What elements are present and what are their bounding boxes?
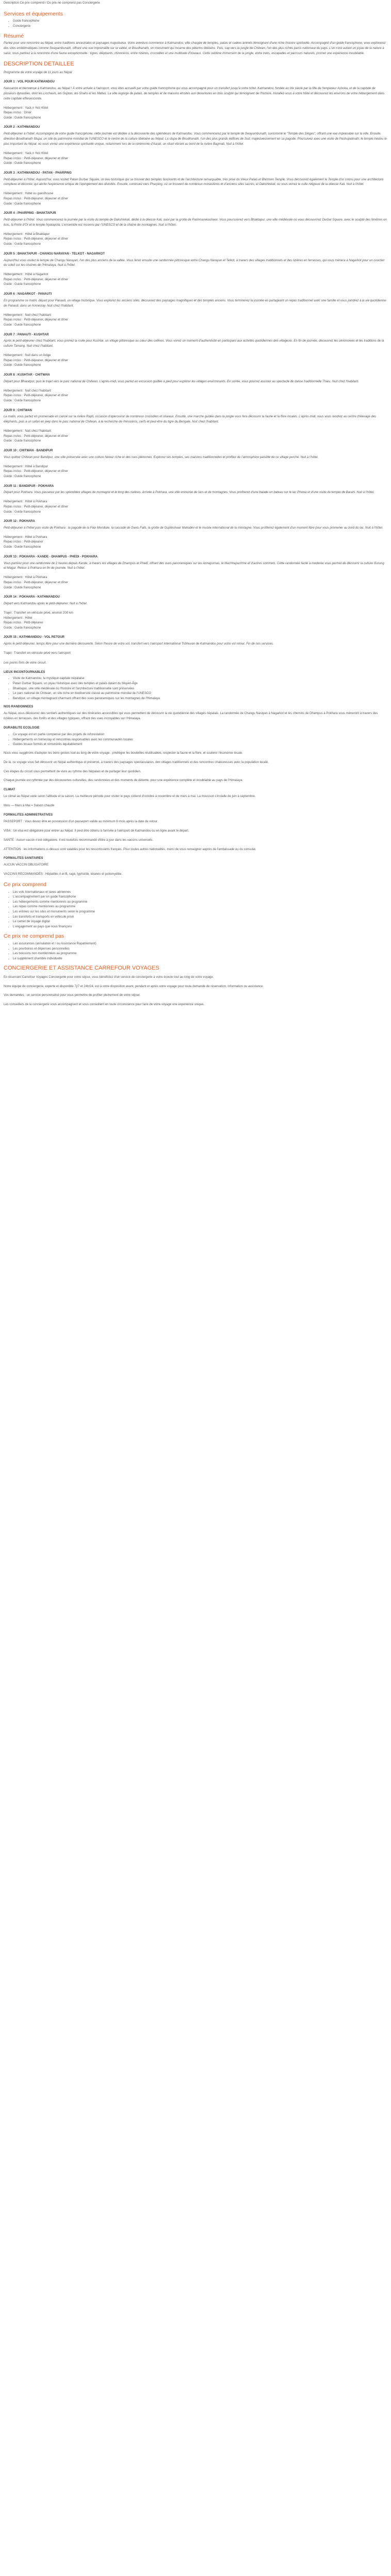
- day-text: Vous partirez pour une randonnée de 2 heures depuis Kande, à travers les villages de Dhampus et Phedi, offrant des vues panoramiques sur les Annapurnas, le Machhapuchhre et d'autres sommets. Cette randonnée facile à modérée vous permet de découvrir la culture Gurung et Magar. Retour à Pokhara en fin de journée. Nuit à l'hôtel.: [4, 562, 384, 570]
- day-text: Petit-déjeuner à l'hôtel puis visite de Pokhara : la pagode de la Paix Mondiale, la cascade de Davis Falls, la grotte de Gupteshwar Mahadev et le musée international de la montagne. Vous profiterez également d'un moment libre pour vous promener au bord du lac. Nuit à l'hôtel.: [4, 527, 383, 530]
- conciergerie-text: Notre équipe de conciergerie, experte et disponible 7j/7 et 24h/24, est à votre disposition avant, pendant et après votre voyage pour toute demande de réservation, information ou assistance.: [4, 985, 264, 988]
- day-block: [4, 635, 387, 656]
- day-title: JOUR 4 : PHARPING - BHAKTAPUR: [4, 212, 56, 215]
- day-meta-line: Guide : Guide francophone: [4, 626, 41, 630]
- durable-title: DURABILITE ECOLOGIE: [4, 726, 40, 730]
- list-item: • Les vols internationaux et taxes aériennes: [13, 890, 387, 895]
- day-meta-line: Repas inclus : Petit-déjeuner, déjeuner et dîner: [4, 505, 69, 509]
- day-meta-line: Repas inclus : Petit-déjeuner, déjeuner et dîner: [4, 318, 69, 322]
- day-meta-line: Repas inclus : Petit-déjeuner: [4, 621, 43, 625]
- day-meta-line: Repas inclus : Petit-déjeuner, déjeuner et dîner: [4, 470, 69, 473]
- day-text: Départ pour Pokhara. Vous passerez par les splendides villages de montagne et le long des rivières. Arrivée à Pokhara, une ville entourée de lacs et de montagnes. Vous profiterez d'une balade en bateau sur le lac Phewa et d'une visite du temple de Barahi. Nuit à l'hôtel.: [4, 491, 374, 495]
- day-block: [4, 125, 387, 166]
- day-block: [4, 373, 387, 404]
- day-meta-line: Guide : Guide francophone: [4, 474, 41, 478]
- formalites-item: ATTENTION : les informations ci-dessus sont valables pour les ressortissants français. Pour toutes autres nationalités, merci de vous renseigner auprès de l'ambassade ou du consulat.: [4, 848, 256, 851]
- day-meta-line: Hébergement : Nuit dans un lodge: [4, 354, 51, 358]
- day-text: Le matin, vous partez en promenade en canoë sur la rivière Rapti, occasion d'apercevoir de nombreux crocodiles et oiseaux. Ensuite, une marche guidée dans la jungle vous fera découvrir la faune et la flore locales. L'après-midi, vous vous rendrez au centre d'élevage des éléphants, puis à un safari en jeep dans le parc national de Chitwan, à la recherche de rhinocéros, cerfs et peut-être du tigre du Bengale. Nuit chez l'habitant.: [4, 415, 377, 424]
- day-block: [4, 80, 387, 121]
- resume-text: Partez pour une rencontre au Népal, entre traditions ancestrales et paysages majestueux. Votre aventure commence à Katmandou, ville chargée de temples, palais et cadres animés témoignant d'une riche histoire spirituelle. Accompagné d'un guide francophone, vous explorerez des sites emblématiques comme Swayambunath, offrant une vue imprenable sur la vallée, et Boudhanath, un monument qui incarne des pèlerins tibétains. Puis, cap vers la jungle de Chitwan, l'un des plus riches parcs nationaux du pays. L'un n'est autant un joyau de la nature à saisir, vous partirez à la rencontre d'une faune exceptionnelle : tigres, éléphants, rhinocéros, entre rizières, crocodiles et une multitude d'oiseaux. Cette sublime immersion de la jungle, entre treks, escapades et parcours naturels, promet une expérience inoubliable.: [4, 42, 386, 56]
- day-meta: [4, 429, 387, 444]
- services-list: [4, 19, 387, 29]
- climat-title: CLIMAT: [4, 788, 15, 792]
- sanitaires-text-2: VACCINS RECOMMANDÉS : Hépatites A et B, rage, typhoïde, tétanos et poliomyélite.: [4, 873, 122, 876]
- lieux-list: [4, 676, 387, 701]
- description-title: DESCRIPTION DETAILLEE: [4, 60, 74, 67]
- long-text-3: Chaque journée est rythmée par des découvertes culturelles, des randonnées et des moments de détente, pour une expérience complète et inoubliable au pays de l'Himalaya.: [4, 779, 243, 783]
- day-text: Après le petit-déjeuner chez l'habitant, vous prenez la route pour Kushtar, un village pittoresque au cœur des collines. Vous vivrez un moment d'authenticité en participant aux activités quotidiennes des villageois. En fin de journée, découvrez les cérémonies et les traditions de la culture Tamang. Nuit chez l'habitant.: [4, 340, 384, 348]
- list-item: • Bhaktapur, une ville médiévale où l'histoire et l'architecture traditionnelle sont préservées: [13, 687, 387, 692]
- list-item: • Le carnet de voyage digital: [13, 920, 387, 925]
- day-block: [4, 252, 387, 287]
- day-meta-line: Hébergement : Nuit chez l'habitant: [4, 313, 51, 317]
- day-meta-line: Hébergement : Hôtel à Pokhara: [4, 535, 47, 539]
- day-title: JOUR 7 : PANAUTI - KUSHTAR: [4, 333, 49, 336]
- day-meta-line: Repas inclus : Petit-déjeuner, déjeuner et dîner: [4, 359, 69, 362]
- day-title: JOUR 2 : KATHMANDOU: [4, 126, 40, 129]
- randonnee-text: Au Népal, vous découvrez des sentiers authentiques sur des itinéraires accessibles qui vous permettent de découvrir la vie quotidienne des villages népalais. La randonnée de Changu Narayan à Nagarkot et les chemins de Dhampus à Pokhara vous mèneront à travers des rizières en terrasses, des forêts et des villages typiques, offrant des vues incroyables sur l'Himalaya.: [4, 712, 378, 721]
- day-block: [4, 292, 387, 328]
- day-meta-line: Guide : Guide francophone: [4, 283, 41, 286]
- day-text: Départ vers Katmandou après le petit-déjeuner. Nuit à l'hôtel.: [4, 602, 88, 606]
- day-meta-line: Guide : Guide francophone: [4, 162, 41, 165]
- day-block: [4, 211, 387, 247]
- day-meta: [4, 575, 387, 590]
- prix-comprend-title: Ce prix comprend: [4, 882, 46, 888]
- formalites-title: FORMALITES ADMINISTRATIVES: [4, 813, 53, 817]
- day-meta-line: Hébergement : Nuit chez l'habitant: [4, 389, 51, 393]
- day-meta-line: Hébergement : Hotel ou guesthouse: [4, 192, 54, 196]
- list-item: • Les hébergements comme mentionnés au programme: [13, 900, 387, 905]
- day-meta-line: Guide : Guide francophone: [4, 546, 41, 549]
- list-item: • L'engagement au pays que nous finançons: [13, 925, 387, 930]
- day-block: [4, 171, 387, 207]
- day-block: [4, 409, 387, 444]
- durable-text: Nous vous suggérons d'adopter les bons gestes tout au long de votre voyage : privilégier les bouteilles réutilisables, respecter la faune et la flore, et soutenir l'économie locale.: [4, 751, 243, 755]
- day-meta-line: Repas inclus : Petit-déjeuner, déjeuner et dîner: [4, 394, 69, 398]
- conciergerie-text: En réservant Carrefour Voyages Conciergerie pour votre séjour, vous bénéficiez d'un service de conciergerie à votre écoute tout au long de votre voyage.: [4, 975, 214, 979]
- long-text-1: De là, ce voyage vous fait découvrir un Népal authentique et préservé, à travers des paysages spectaculaires, des villages traditionnels et des rencontres chaleureuses avec la population locale.: [4, 760, 269, 764]
- day-meta-line: Repas inclus : Petit-déjeuner, déjeuner et dîner: [4, 197, 69, 200]
- day-meta-line: Repas inclus : Petit-déjeuner: [4, 540, 43, 544]
- day-title: JOUR 15 : KATHMANDOU - VOL RETOUR: [4, 636, 65, 639]
- day-meta-line: Guide : Guide francophone: [4, 202, 41, 206]
- day-meta: [4, 273, 387, 287]
- day-meta-line: Trajet : Transfert en véhicule privé vers l'aéroport: [4, 652, 71, 655]
- day-title: JOUR 6 : NAGARKOT - PANAUTI: [4, 293, 52, 296]
- list-item: • Les repas comme mentionnés au programme: [13, 905, 387, 910]
- list-item: • Guide francophone: [13, 19, 387, 24]
- list-item: • Ce voyage est en partie compensé par des projets de reforestation: [13, 733, 387, 738]
- conciergerie-title: CONCIERGERIE ET ASSISTANCE CARREFOUR VOYAGES: [4, 965, 159, 972]
- lieux-title: LIEUX INCONTOURNABLES: [4, 670, 45, 674]
- breadcrumb-tabs[interactable]: Description Ce prix comprend / Ce prix ne comprend pas Conciergerie: [4, 2, 100, 5]
- list-item: • Conciergerie: [13, 24, 387, 29]
- day-meta: [4, 389, 387, 404]
- day-meta-line: Guide : Guide francophone: [4, 116, 41, 120]
- day-meta-line: Hébergement : Hôtel: [4, 616, 32, 620]
- day-title: JOUR 5 : BHAKTAPUR - CHANGU NARAYAN - TELKOT - NAGARKOT: [4, 252, 105, 256]
- sanitaires-title: FORMALITES SANITAIRES: [4, 857, 43, 860]
- conciergerie-text: Vos demandes : un service personnalisé pour vous permettre de profiter pleinement de votre séjour.: [4, 994, 141, 997]
- footnote: Les points forts de votre circuit :: [4, 661, 47, 665]
- formalites-item: VISA : Un visa est obligatoire pour entrer au Népal. Il peut être obtenu à l'arrivée à l'aéroport de Katmandou ou en ligne avant le départ.: [4, 829, 189, 833]
- day-title: JOUR 14 : POKHARA - KATHMANDOU: [4, 596, 60, 599]
- day-meta-line: Hébergement : Yack n Yeti Hôtel: [4, 106, 48, 110]
- day-title: JOUR 11 : BANDIPUR - POKHARA: [4, 484, 54, 488]
- day-title: JOUR 10 : CHITWAN - BANDIPUR: [4, 449, 53, 452]
- day-meta-line: Hébergement : Hôtel à Bandipur: [4, 465, 48, 468]
- day-block: [4, 555, 387, 590]
- day-meta: [4, 651, 387, 656]
- formalites-item: SANTÉ : Aucun vaccin n'est obligatoire. Il est toutefois recommandé d'être à jour dans les vaccins universels.: [4, 838, 154, 842]
- day-meta-line: Hébergement : Hôtel à Nagarkot: [4, 273, 48, 277]
- day-meta-line: Guide : Guide francophone: [4, 399, 41, 402]
- day-title: JOUR 8 : KUSHTAR - CHITWAN: [4, 373, 50, 377]
- list-item: • Bandipur, un village montagnard charmant offrant des vues panoramiques sur les montagnes de l'Himalaya: [13, 697, 387, 702]
- day-meta-line: Hébergement : Hôtel à Pokhara: [4, 576, 47, 580]
- day-meta: [4, 106, 387, 121]
- day-meta: [4, 232, 387, 247]
- day-meta: [4, 192, 387, 207]
- day-meta-line: Repas inclus : Petit-déjeuner, déjeuner et dîner: [4, 434, 69, 438]
- day-meta-line: Trajet : Transfert en véhicule privé, environ 200 km: [4, 611, 73, 615]
- day-meta-line: Hébergement : Yack n Yeti Hôtel: [4, 151, 48, 155]
- list-item: • Les transferts et transports en véhicule privé: [13, 915, 387, 920]
- day-text: Petit-déjeuner à l'hôtel. Accompagné de votre guide francophone, cette journée est dédiée à la découverte des splendeurs de Katmandou. Vous commencerez par le temple de Swayambunath, surnommé le "Temple des Singes", offrant une vue imprenable sur la ville. Ensuite, direction Boudhanath Stupa, un site du patrimoine mondial de l'UNESCO et le centre de la culture tibétaine au Népal. La stupa de Boudhanath, l'un des plus grands édifices de Sud, majestueusement en sa pagode. Poursuivez avec une visite de Pashupatinath, le temple hindou le plus important du Népal, où vous vivrez une expérience spirituelle unique, notamment lors de la cérémonie d'Aarati, un rituel vibrant au bord de la rivière Bagmati. Nuit à l'hôtel.: [4, 132, 387, 146]
- day-text: Vous quittez Chitwan pour Bandipur, une ville préservée avec une culture Newar riche et des rues piétonnes. Explorez ses temples, ses maisons traditionnelles et profitez de l'atmosphère paisible de ce village perché. Nuit à l'hôtel.: [4, 455, 319, 459]
- list-item: • Guides locaux formés et rémunérés équitablement: [13, 742, 387, 748]
- day-meta-line: Guide : Guide francophone: [4, 364, 41, 367]
- durable-list: [4, 733, 387, 748]
- day-meta-line: Repas inclus : Petit-déjeuner, déjeuner et dîner: [4, 157, 69, 160]
- day-text: Départ pour Bharatpur, puis le trajet vers le parc national de Chitwan. L'après-midi, vous partez en excursion guidée à pied pour explorer les villages environnants. En soirée, vous pourrez assister au spectacle de danse traditionnelle Tharu. Nuit chez l'habitant.: [4, 380, 360, 383]
- prix-non-comprend-list: [4, 942, 387, 961]
- day-text: En programme ce matin, départ pour Panauti, un village historique. Vous explorez les anciens sites, découvrez des paysages magnifiques et des temples anciens. Vous terminerez la journée en partageant un repas traditionnel avec une famille et vous joindrez à la vie quotidienne de Panauti, dans un homestay. Nuit chez l'habitant.: [4, 299, 386, 308]
- randonnee-title: NOS RANDONNEES: [4, 705, 34, 709]
- day-meta: [4, 465, 387, 480]
- day-text: Après le petit-déjeuner, temps libre pour une dernière découverte. Selon l'heure de votre vol, transfert vers l'aéroport international Tribhuvan de Katmandou pour votre vol retour. Fin de nos services.: [4, 642, 274, 646]
- day-block: [4, 333, 387, 368]
- list-item: • Les pourboires et dépenses personnelles: [13, 947, 387, 952]
- climat-months: Mois — Mars à Mai = Saison chaude: [4, 804, 55, 808]
- day-meta-line: Guide : Guide francophone: [4, 510, 41, 514]
- day-block: [4, 519, 387, 550]
- day-title: JOUR 1 : VOL POUR KATMANDOU: [4, 80, 55, 84]
- day-meta: [4, 535, 387, 550]
- day-block: [4, 449, 387, 480]
- day-text: Naissance et bienvenue à Katmandou, au Népal ! À votre arrivée à l'aéroport, vous êtes accueilli par votre guide francophone qui vous accompagné pour un transfert jusqu'à votre hôtel. Katmandou, fondée au IIIe siècle par la fille de l'empereur Ashoka, et de la capitale de plusieurs dynasties, dont les Licchavis, les Guptas, les Shahs et les Mallas. La ville regorge de palais, de temples et de maisons étroites aux devantures en bois sculpté qui témoignent de l'histoire. Installez-vous à votre hôtel et découvrez les environs de votre hébergement dans cette capitale effervescente.: [4, 87, 385, 100]
- program-intro: Programme de votre voyage de 11 jours au Népal: [4, 71, 72, 75]
- day-block: [4, 595, 387, 631]
- day-meta: [4, 353, 387, 368]
- sanitaires-text: AUCUN VACCIN OBLIGATOIRE: [4, 863, 49, 867]
- list-item: • Hébergements en homestay et rencontres responsables avec les communautés locales: [13, 738, 387, 743]
- day-meta: [4, 611, 387, 631]
- climat-text: Le climat au Népal varie selon l'altitude et la saison. La meilleure période pour visiter le pays s'étend d'octobre à novembre et de mars à mai. La mousson s'installe de juin à septembre.: [4, 795, 256, 799]
- prix-comprend-list: [4, 890, 387, 930]
- formalites-item: PASSEPORT : Vous devez être en possession d'un passeport valide au minimum 6 mois après la date de retour.: [4, 820, 158, 823]
- day-text: Petit-déjeuner à l'hôtel. Vous commencerez la journée par la visite du temple de Dakshinkali, dédié à la déesse Kali, suivi par la grotte de Pashmarekashwor. Vous poursuivrez vers Bhaktapur, une ville médiévale où vous découvrirez Durbar Square, avec le sculpté des fenêtres en bois, la Porte d'Or et le temple Nyatapola. L'ensemble est reconnu par l'UNESCO et de la chaîne de montagnes. Nuit à l'hôtel.: [4, 218, 387, 227]
- day-meta-line: Guide : Guide francophone: [4, 439, 41, 443]
- page: [0, 0, 391, 1008]
- services-title: Services et équipements: [4, 10, 63, 17]
- list-item: • Les boissons non mentionnées au programme: [13, 952, 387, 957]
- list-item: • Visite de Katmandou, la mystique capitale népalaise: [13, 676, 387, 682]
- day-title: JOUR 13 : POKHARA - KANDE - DHAMPUS - PHEDI - POKHARA: [4, 555, 98, 558]
- day-text: Petit-déjeuner à l'hôtel. Aujourd'hui, vous visitez Patan Durbar Square, un lieu historique qui se trouvait des temples fascinants et de l'architecture remarquable, très prisé du Vieux Palais et Bhimsen Temple. Vous découvrez également le Temple d'or connu pour une architecture complexe et décorée, qui abrite l'expérience unique de l'épinglement des divinités. Ensuite, continuez vers Pharping, où se trouvent de nombreux monastères et d'anciens sites sacrés, et Dakshinkali, où vous verrez le culte religieux de la déesse Kali. Nuit à l'hôtel.: [4, 178, 384, 187]
- list-item: • Le supplément chambre individuelle: [13, 957, 387, 962]
- day-meta-line: Hébergement : Hôtel à Bhaktapur: [4, 232, 50, 236]
- day-meta-line: Repas inclus : Petit-déjeuner, déjeuner et dîner: [4, 278, 69, 281]
- prix-non-comprend-title: Ce prix ne comprend pas: [4, 933, 64, 940]
- day-title: JOUR 3 : KATHMANDOU - PATAN - PHARPING: [4, 171, 72, 175]
- day-meta-line: Guide : Guide francophone: [4, 586, 41, 589]
- day-meta-line: Guide : Guide francophone: [4, 323, 41, 327]
- day-meta: [4, 151, 387, 166]
- day-meta-line: Repas inclus : Petit-déjeuner, déjeuner et dîner: [4, 238, 69, 241]
- list-item: • Le parc national de Chitwan, un site riche en biodiversité classé au patrimoine mondial de l'UNESCO: [13, 691, 387, 697]
- list-item: • L'accompagnement par un guide francophone: [13, 895, 387, 900]
- day-meta-line: Repas inclus : Petit-déjeuner, déjeuner et dîner: [4, 581, 69, 584]
- day-meta: [4, 500, 387, 515]
- day-meta-line: Hébergement : Hôtel à Pokhara: [4, 500, 47, 504]
- day-text: Aujourd'hui vous visitez le temple de Changu Narayan, l'un des plus anciens de la vallée. Vous ferez ensuite une randonnée pittoresque entre Changu Narayan et Telkot, à travers des villages traditionnels et des rizières en terrasses, qui vous mènera à Nagarkot pour un coucher du soleil sur les chaînes de l'Himalaya. Nuit à l'hôtel.: [4, 259, 385, 267]
- long-text-2: Ces étapes du circuit vous permettent de vivre au rythme des Népalais et de partager leur quotidien.: [4, 770, 141, 773]
- list-item: • Les entrées sur les sites et monuments selon le programme: [13, 910, 387, 915]
- day-meta-line: Repas inclus : Dîner: [4, 111, 32, 115]
- day-title: JOUR 12 : POKHARA: [4, 520, 35, 523]
- day-meta-line: Hébergement : Nuit chez l'habitant: [4, 430, 51, 433]
- list-item: • Les assurances (annulation et / ou Assistance Rapatriement): [13, 942, 387, 947]
- day-meta: [4, 313, 387, 328]
- list-item: • Patan Durbar Square, un joyau historique avec des temples et palais datant du Moyen-Âge: [13, 682, 387, 687]
- day-meta-line: Guide : Guide francophone: [4, 243, 41, 246]
- day-block: [4, 484, 387, 515]
- conciergerie-text: Les conseillers de la conciergerie vous accompagnent et vous conseillent en toute circonstance pour faire de votre voyage une expérience unique.: [4, 1003, 205, 1007]
- itinerary: [4, 80, 387, 656]
- resume-title: Résumé: [4, 32, 24, 39]
- day-title: JOUR 9 : CHITWAN: [4, 409, 32, 412]
